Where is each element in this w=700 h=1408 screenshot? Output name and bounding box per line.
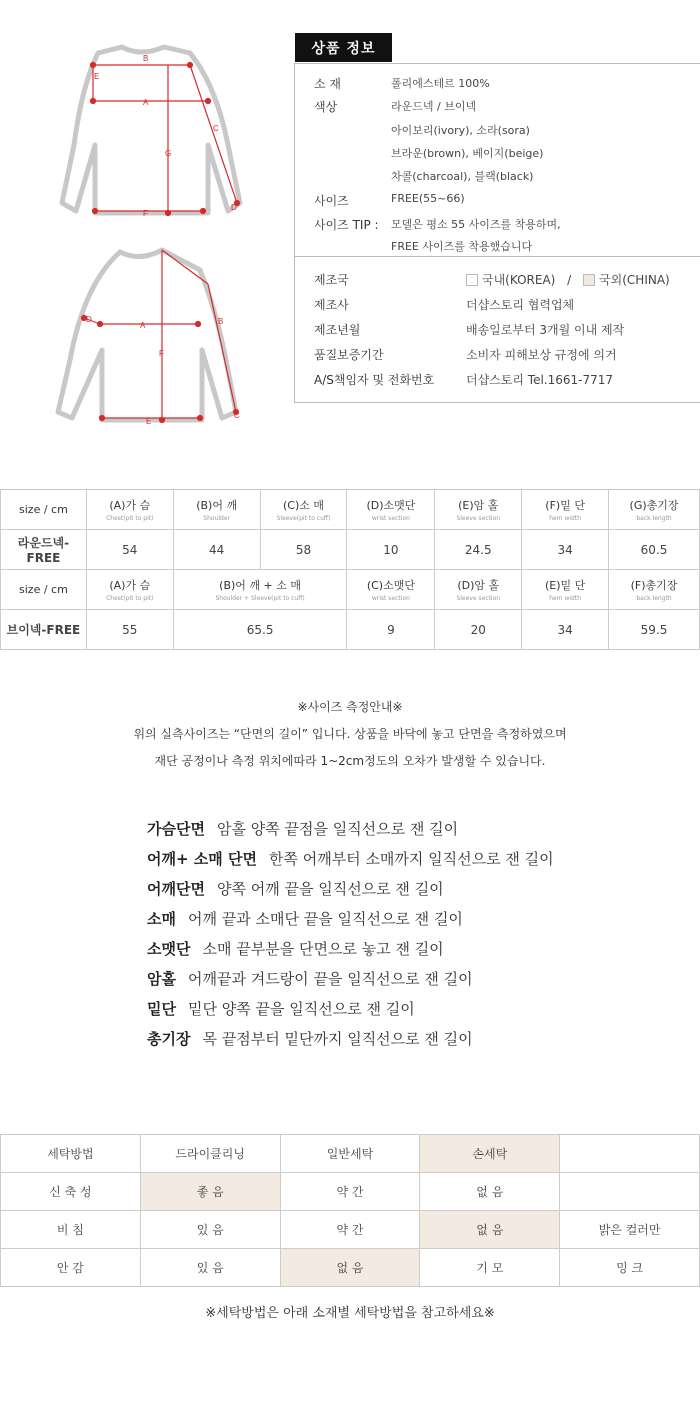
size-tip-label: 사이즈 TIP : xyxy=(314,218,379,232)
material-label: 소 재 xyxy=(314,77,341,91)
as-value: 더샵스토리 Tel.1661-7717 xyxy=(466,373,614,387)
vneck-header-cell: (B)어 깨 + 소 매 Shoulder + Sleeve(pit to cuff) xyxy=(173,570,347,610)
wash-cell xyxy=(560,1173,700,1211)
wash-cell-selected: 없 음 xyxy=(420,1211,560,1249)
wash-cell: 약 간 xyxy=(280,1211,420,1249)
diagram1-label-e: E xyxy=(94,72,100,81)
wash-cell: 없 음 xyxy=(420,1173,560,1211)
origin-korea-checkbox-icon xyxy=(466,274,478,286)
diagram2-label-d: D xyxy=(86,315,92,324)
definition-item: 밑단 밑단 양쪽 끝을 일직선으로 잰 길이 xyxy=(147,1000,415,1018)
round-value-cell: 58 xyxy=(260,530,347,570)
round-header-cell: (E)암 홀 Sleeve section xyxy=(435,490,522,530)
wash-cell: 밍 크 xyxy=(560,1249,700,1287)
wash-cell: 안 감 xyxy=(1,1249,141,1287)
round-row-label: 라운드넥-FREE xyxy=(1,530,87,570)
round-value-cell: 60.5 xyxy=(609,530,700,570)
size-value: FREE(55~66) xyxy=(391,192,465,205)
definition-item: 가슴단면 암홀 양쪽 끝점을 일직선으로 잰 길이 xyxy=(147,820,459,838)
vneck-header-cell: (C)소맷단 wrist section xyxy=(347,570,435,610)
color-label: 색상 xyxy=(314,100,338,114)
origin-value xyxy=(466,271,670,288)
origin-separator: / xyxy=(567,273,572,287)
wash-cell xyxy=(560,1135,700,1173)
diagram2-label-b: B xyxy=(218,317,224,326)
notes-line-1: 위의 실측사이즈는 “단면의 길이” 입니다. 상품을 바닥에 놓고 단면을 측정하였으며 xyxy=(133,727,567,741)
notes-line-2: 재단 공정이나 측정 위치에따라 1~2cm정도의 오차가 발생할 수 있습니다. xyxy=(154,754,546,768)
round-header-cell: (C)소 매 Sleeve(pit to cuff) xyxy=(260,490,347,530)
material-value: 폴리에스테르 100% xyxy=(391,77,490,90)
wash-note: ※세탁방법은 아래 소재별 세탁방법을 참고하세요※ xyxy=(205,1306,495,1321)
round-header-cell: (F)밑 단 hem width xyxy=(522,490,609,530)
wash-cell: 기 모 xyxy=(420,1249,560,1287)
origin-label: 제조국 xyxy=(314,273,349,287)
wash-cell: 밝은 컬러만 xyxy=(560,1211,700,1249)
vneck-value-cell: 55 xyxy=(86,610,173,650)
diagram1-label-a: A xyxy=(143,98,149,107)
round-value-row xyxy=(1,530,700,570)
wash-cell: 세탁방법 xyxy=(1,1135,141,1173)
color-value-2: 아이보리(ivory), 소라(sora) xyxy=(391,124,530,137)
size-tip-value-2: FREE 사이즈를 착용했습니다 xyxy=(391,240,533,253)
unit-label: size / cm xyxy=(1,490,87,530)
diagram1-label-c: C xyxy=(213,124,219,133)
color-value-4: 차콜(charcoal), 블랙(black) xyxy=(391,170,534,183)
definition-item: 총기장 목 끝점부터 밑단까지 일직선으로 잰 길이 xyxy=(147,1030,473,1048)
wash-row xyxy=(1,1173,700,1211)
wash-cell: 신 축 성 xyxy=(1,1173,141,1211)
size-tip-value-1: 모델은 평소 55 사이즈를 착용하며, xyxy=(391,218,561,231)
product-info-title: 상품 정보 xyxy=(295,33,392,62)
diagram2-label-c: C xyxy=(234,411,240,420)
wash-row xyxy=(1,1211,700,1249)
date-label: 제조년월 xyxy=(314,323,361,337)
vneck-row-label: 브이넥-FREE xyxy=(1,610,87,650)
raglan-diagram xyxy=(40,240,260,440)
vneck-value-cell: 65.5 xyxy=(173,610,347,650)
warranty-label: 품질보증기간 xyxy=(314,348,384,362)
vneck-header-cell: (D)암 홀 Sleeve section xyxy=(435,570,522,610)
wash-cell: 약 간 xyxy=(280,1173,420,1211)
notes-title: ※사이즈 측정안내※ xyxy=(297,700,403,714)
maker-value: 더샵스토리 협력업체 xyxy=(466,298,575,312)
vneck-header-cell: (E)밑 단 hem width xyxy=(522,570,609,610)
wash-cell: 드라이클리닝 xyxy=(140,1135,280,1173)
vneck-value-row xyxy=(1,610,700,650)
origin-china-checkbox-icon xyxy=(583,274,595,286)
color-value-1: 라운드넥 / 브이넥 xyxy=(391,100,477,113)
wash-table xyxy=(0,1134,700,1287)
measure-definitions xyxy=(147,814,687,1054)
size-notes xyxy=(0,694,700,775)
diagram1-label-f: F xyxy=(143,209,148,218)
color-value-3: 브라운(brown), 베이지(beige) xyxy=(391,147,544,160)
round-value-cell: 34 xyxy=(522,530,609,570)
vneck-header-row xyxy=(1,570,700,610)
wash-cell-selected: 없 음 xyxy=(280,1249,420,1287)
definition-item: 소매 어깨 끝과 소매단 끝을 일직선으로 잰 길이 xyxy=(147,910,463,928)
wash-cell: 비 침 xyxy=(1,1211,141,1249)
origin-china: 국외(CHINA) xyxy=(599,273,670,287)
diagram1-label-d: D xyxy=(231,203,237,212)
definition-item: 어깨+ 소매 단면 한쪽 어깨부터 소매까지 일직선으로 잰 길이 xyxy=(147,850,554,868)
round-header-cell: (D)소맷단 wrist section xyxy=(347,490,435,530)
as-label: A/S책임자 및 전화번호 xyxy=(314,373,435,387)
vneck-value-cell: 9 xyxy=(347,610,435,650)
round-header-row xyxy=(1,490,700,530)
definition-item: 암홀 어깨끝과 겨드랑이 끝을 일직선으로 잰 길이 xyxy=(147,970,473,988)
product-info-box xyxy=(294,63,700,257)
round-value-cell: 54 xyxy=(86,530,173,570)
diagram1-label-b: B xyxy=(143,54,149,63)
round-value-cell: 24.5 xyxy=(435,530,522,570)
vneck-value-cell: 20 xyxy=(435,610,522,650)
round-neck-diagram xyxy=(40,35,260,235)
origin-korea: 국내(KOREA) xyxy=(482,273,556,287)
maker-label: 제조사 xyxy=(314,298,349,312)
definition-item: 소맷단 소매 끝부분을 단면으로 놓고 잰 길이 xyxy=(147,940,444,958)
diagram1-label-g: G xyxy=(165,149,172,158)
wash-cell-selected: 손세탁 xyxy=(420,1135,560,1173)
definition-item: 어깨단면 양쪽 어깨 끝을 일직선으로 잰 길이 xyxy=(147,880,444,898)
round-value-cell: 10 xyxy=(347,530,435,570)
diagram2-label-a: A xyxy=(140,321,146,330)
maker-info-box xyxy=(294,257,700,403)
wash-cell: 있 음 xyxy=(140,1211,280,1249)
diagram2-label-e: E xyxy=(146,417,152,426)
diagram2-label-f: F xyxy=(159,349,164,358)
wash-cell: 있 음 xyxy=(140,1249,280,1287)
unit-label: size / cm xyxy=(1,570,87,610)
vneck-header-cell: (F)총기장 back length xyxy=(609,570,700,610)
round-header-cell: (B)어 깨 Shoulder xyxy=(173,490,260,530)
wash-row xyxy=(1,1249,700,1287)
vneck-value-cell: 34 xyxy=(522,610,609,650)
wash-cell-selected: 좋 음 xyxy=(140,1173,280,1211)
wash-cell: 일반세탁 xyxy=(280,1135,420,1173)
size-table xyxy=(0,489,700,650)
wash-row xyxy=(1,1135,700,1173)
size-label: 사이즈 xyxy=(314,194,349,208)
round-value-cell: 44 xyxy=(173,530,260,570)
warranty-value: 소비자 피해보상 규정에 의거 xyxy=(466,348,617,362)
vneck-header-cell: (A)가 슴 Chest(pit to pit) xyxy=(86,570,173,610)
round-header-cell: (A)가 슴 Chest(pit to pit) xyxy=(86,490,173,530)
vneck-value-cell: 59.5 xyxy=(609,610,700,650)
date-value: 배송일로부터 3개월 이내 제작 xyxy=(466,323,625,337)
round-header-cell: (G)총기장 back length xyxy=(609,490,700,530)
